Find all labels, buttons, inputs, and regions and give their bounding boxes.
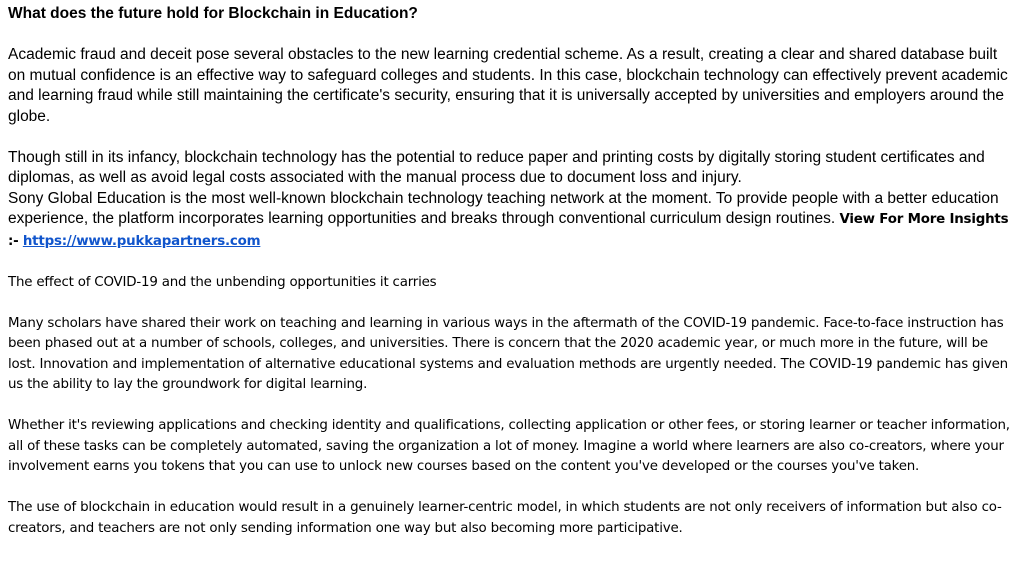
document-page [8,4,1016,539]
paragraph-automation: Whether it's reviewing applications and checking identity and qualifications, collecting application or other fees, or storing learner or teacher information, all of these tasks can be completely automated, saving the organization a lot of money. Imagine a world where learners are also co-creators, where your involvement earns you tokens that you can use to unlock new courses based on the content you've developed or the courses you've taken. [8,418,1010,474]
paragraph-covid: Many scholars have shared their work on teaching and learning in various ways in the aftermath of the COVID-19 pandemic. Face-to-face instruction has been phased out at a number of schools, colleges, and universities. There is concern that the 2020 academic year, or much more in the future, will be lost. Innovation and implementation of alternative educational systems and evaluation methods are urgently needed. The COVID-19 pandemic has given us the ability to lay the groundwork for digital learning. [8,315,1008,392]
paragraph-academic-fraud: Academic fraud and deceit pose several obstacles to the new learning credential scheme. As a result, creating a clear and shared database built on mutual confidence is an effective way to safeguard colleges and students. In this case, blockchain technology can effectively prevent academic and learning fraud while still maintaining the certificate's security, ensuring that it is universally accepted by universities and employers around the globe. [8,46,1008,125]
paragraph-infancy-text: Though still in its infancy, blockchain technology has the potential to reduce paper and printing costs by digitally storing student certificates and diplomas, as well as avoid legal costs associated with the manual process due to document loss and injury. [8,148,985,186]
insights-label: View For More Insights :- [8,212,1009,249]
article-heading: What does the future hold for Blockchain in Education? [8,5,418,22]
paragraph-sony-text: Sony Global Education is the most well-known blockchain technology teaching network at the moment. To provide people with a better education experience, the platform incorporates learning opportunities and breaks through conventional curriculum design routines. [8,189,999,227]
spacer [8,252,1016,273]
pukkapartners-link[interactable]: https://www.pukkapartners.com [22,233,261,249]
covid-subheading: The effect of COVID-19 and the unbending opportunities it carries [8,274,437,290]
paragraph-infancy [8,148,1016,253]
paragraph-learner-centric: The use of blockchain in education would result in a genuinely learner-centric model, in which students are not only receivers of information but also co-creators, and teachers are not only sending information one way but also becoming more participative. [8,500,1002,536]
